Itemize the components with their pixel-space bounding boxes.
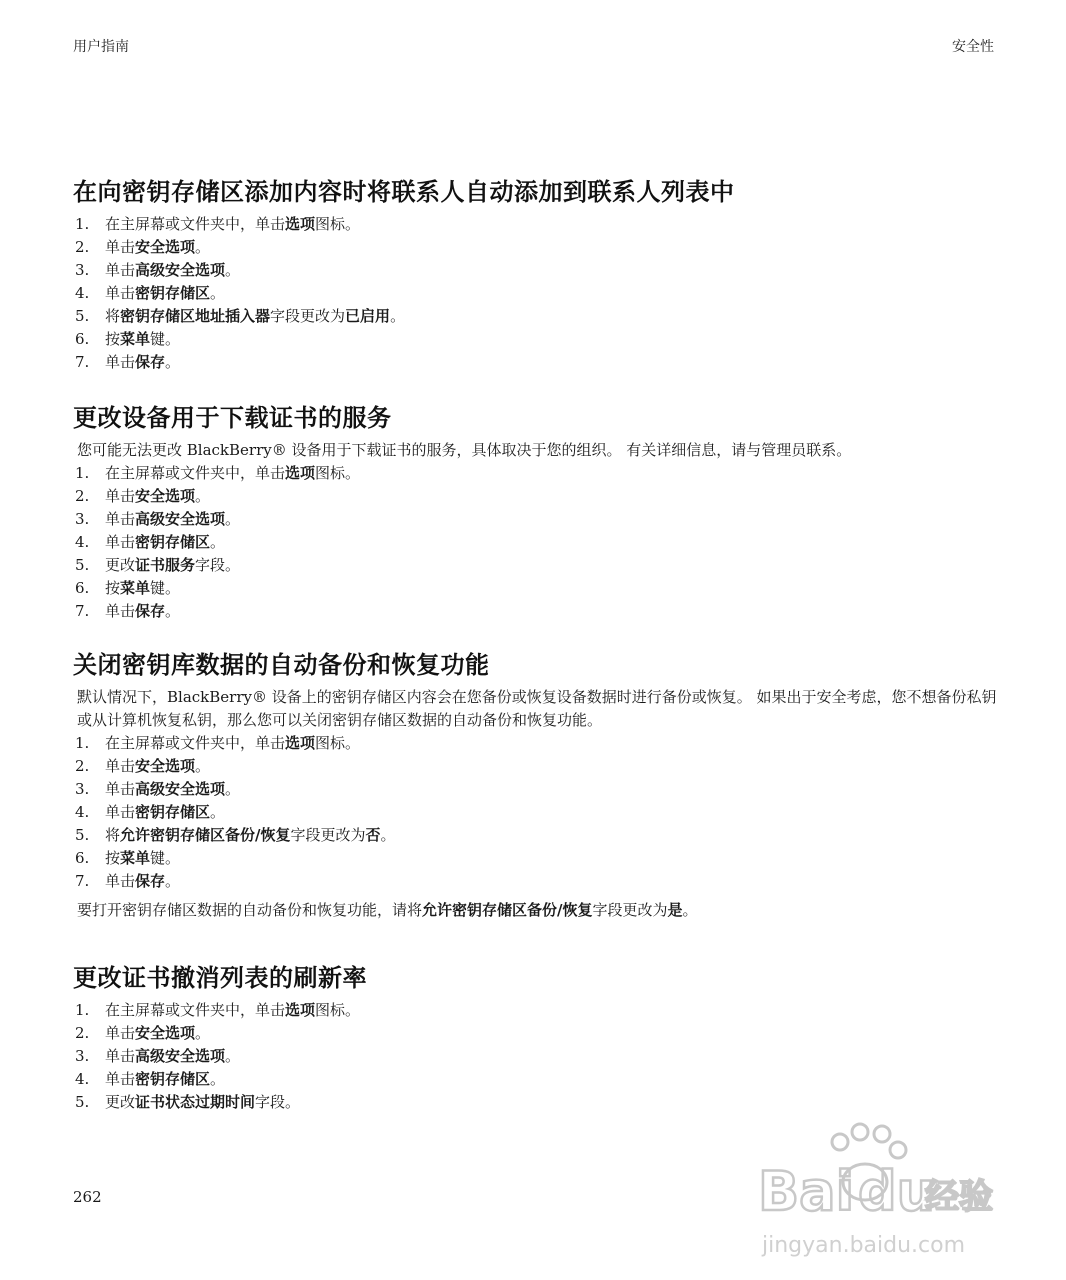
step-item	[73, 870, 1003, 893]
step-text: 。	[225, 261, 241, 279]
section-title: 在向密钥存储区添加内容时将联系人自动添加到联系人列表中	[73, 178, 735, 206]
step-text: 单击	[105, 487, 136, 505]
step-text: 单击	[105, 510, 136, 528]
step-text: 更改	[105, 556, 136, 574]
step-text: 。	[165, 353, 181, 371]
step-text: 单击	[105, 238, 136, 256]
step-number: 4.	[75, 803, 90, 821]
ui-term: 菜单	[120, 579, 151, 597]
step-number: 3.	[75, 261, 90, 279]
step-number: 3.	[75, 780, 90, 798]
step-text: 字段更改为	[592, 901, 668, 919]
ui-term: 密钥存储区	[135, 284, 211, 302]
section-title: 更改设备用于下载证书的服务	[73, 404, 392, 432]
step-text: 图标。	[315, 215, 361, 233]
step-number: 7.	[75, 602, 90, 620]
step-number: 2.	[75, 238, 90, 256]
step-text: 单击	[105, 1047, 136, 1065]
step-text: 。	[380, 826, 396, 844]
step-text: 。	[210, 284, 226, 302]
step-text: 单击	[105, 780, 136, 798]
step-text: 单击	[105, 872, 136, 890]
section-intro: 默认情况下，BlackBerry® 设备上的密钥存储区内容会在您备份或恢复设备数据时进行备份或恢复。 如果出于安全考虑，您不想备份私钥或从计算机恢复私钥，那么您可以关闭密钥存储区数据的自动备份和恢复功能。	[77, 688, 997, 729]
ui-term: 高级安全选项	[135, 780, 226, 798]
step-number: 6.	[75, 849, 90, 867]
step-text: 键。	[150, 579, 181, 597]
step-text: 。	[195, 757, 211, 775]
step-item	[73, 1045, 1003, 1068]
step-text: 。	[682, 901, 698, 919]
step-number: 3.	[75, 510, 90, 528]
step-text: 。	[195, 238, 211, 256]
step-text: 单击	[105, 803, 136, 821]
step-item	[73, 213, 1003, 236]
step-item	[73, 259, 1003, 282]
step-number: 5.	[75, 1093, 90, 1111]
step-number: 1.	[75, 464, 90, 482]
step-list	[73, 732, 1003, 893]
section-title: 更改证书撤消列表的刷新率	[73, 964, 367, 992]
ui-term: 高级安全选项	[135, 261, 226, 279]
step-text: 图标。	[315, 464, 361, 482]
step-item	[73, 577, 1003, 600]
step-text: 单击	[105, 1024, 136, 1042]
step-item	[73, 282, 1003, 305]
section-3	[73, 645, 1003, 922]
step-item	[73, 328, 1003, 351]
step-item	[73, 1068, 1003, 1091]
ui-term: 证书状态过期时间	[135, 1093, 256, 1111]
step-text: 将	[105, 826, 121, 844]
section-note	[77, 899, 1003, 922]
step-item	[73, 824, 1003, 847]
step-number: 5.	[75, 826, 90, 844]
svg-text:Bai: Bai	[758, 1160, 855, 1223]
step-text: 按	[105, 579, 121, 597]
ui-term: 安全选项	[135, 1024, 196, 1042]
step-number: 5.	[75, 556, 90, 574]
step-text: 。	[210, 803, 226, 821]
step-text: 单击	[105, 602, 136, 620]
step-text: 单击	[105, 284, 136, 302]
step-text: 按	[105, 849, 121, 867]
ui-term: 允许密钥存储区备份/恢复	[120, 826, 291, 844]
step-number: 2.	[75, 487, 90, 505]
step-text: 在主屏幕或文件夹中，单击	[105, 1001, 286, 1019]
step-text: 在主屏幕或文件夹中，单击	[105, 734, 286, 752]
step-text: 单击	[105, 261, 136, 279]
step-number: 4.	[75, 1070, 90, 1088]
svg-text:du: du	[858, 1160, 936, 1223]
step-text: 。	[225, 780, 241, 798]
step-text: 图标。	[315, 1001, 361, 1019]
step-text: 将	[105, 307, 121, 325]
step-text: 单击	[105, 1070, 136, 1088]
step-number: 5.	[75, 307, 90, 325]
step-item	[73, 305, 1003, 328]
ui-term: 保存	[135, 872, 166, 890]
ui-term: 高级安全选项	[135, 1047, 226, 1065]
step-item	[73, 778, 1003, 801]
step-list	[73, 999, 1003, 1114]
section-4	[73, 958, 1003, 1114]
step-item	[73, 999, 1003, 1022]
step-item	[73, 847, 1003, 870]
step-item	[73, 554, 1003, 577]
section-intro: 您可能无法更改 BlackBerry® 设备用于下载证书的服务，具体取决于您的组织。 有关详细信息，请与管理员联系。	[77, 441, 852, 459]
header-left: 用户指南	[73, 39, 129, 55]
ui-term: 安全选项	[135, 757, 196, 775]
step-text: 字段。	[255, 1093, 301, 1111]
ui-term: 安全选项	[135, 487, 196, 505]
step-text: 在主屏幕或文件夹中，单击	[105, 215, 286, 233]
section-1	[73, 172, 1003, 374]
step-text: 图标。	[315, 734, 361, 752]
ui-term: 选项	[285, 215, 316, 233]
baidu-jingyan-watermark	[740, 1120, 1000, 1270]
step-item	[73, 351, 1003, 374]
step-text: 。	[225, 1047, 241, 1065]
ui-term: 选项	[285, 1001, 316, 1019]
step-text: 单击	[105, 533, 136, 551]
step-number: 6.	[75, 579, 90, 597]
ui-term: 菜单	[120, 330, 151, 348]
step-list	[73, 462, 1003, 623]
step-text: 字段。	[195, 556, 241, 574]
step-number: 3.	[75, 1047, 90, 1065]
svg-text:经验: 经验	[925, 1177, 993, 1217]
ui-term: 证书服务	[135, 556, 196, 574]
ui-term: 保存	[135, 353, 166, 371]
step-item	[73, 462, 1003, 485]
ui-term: 否	[365, 826, 381, 844]
step-item	[73, 801, 1003, 824]
step-text: 单击	[105, 757, 136, 775]
step-item	[73, 1022, 1003, 1045]
step-item	[73, 508, 1003, 531]
step-number: 4.	[75, 533, 90, 551]
step-number: 2.	[75, 757, 90, 775]
step-text: 键。	[150, 849, 181, 867]
step-number: 7.	[75, 353, 90, 371]
step-item	[73, 755, 1003, 778]
step-text: 。	[165, 602, 181, 620]
step-text: 。	[210, 1070, 226, 1088]
step-text: 单击	[105, 353, 136, 371]
step-text: 更改	[105, 1093, 136, 1111]
ui-term: 高级安全选项	[135, 510, 226, 528]
section-2	[73, 398, 1003, 623]
ui-term: 菜单	[120, 849, 151, 867]
step-text: 在主屏幕或文件夹中，单击	[105, 464, 286, 482]
step-item	[73, 236, 1003, 259]
step-text: 。	[390, 307, 406, 325]
step-number: 1.	[75, 215, 90, 233]
step-number: 7.	[75, 872, 90, 890]
ui-term: 密钥存储区	[135, 803, 211, 821]
step-text: 键。	[150, 330, 181, 348]
step-text: 。	[195, 1024, 211, 1042]
ui-term: 已启用	[345, 307, 391, 325]
step-item	[73, 1091, 1003, 1114]
ui-term: 密钥存储区	[135, 1070, 211, 1088]
ui-term: 安全选项	[135, 238, 196, 256]
step-number: 1.	[75, 734, 90, 752]
step-number: 6.	[75, 330, 90, 348]
ui-term: 密钥存储区地址插入器	[120, 307, 271, 325]
ui-term: 选项	[285, 734, 316, 752]
ui-term: 保存	[135, 602, 166, 620]
step-list	[73, 213, 1003, 374]
watermark-url: jingyan.baidu.com	[762, 1233, 966, 1258]
step-item	[73, 732, 1003, 755]
step-number: 1.	[75, 1001, 90, 1019]
step-item	[73, 600, 1003, 623]
section-title: 关闭密钥库数据的自动备份和恢复功能	[73, 651, 490, 679]
ui-term: 密钥存储区	[135, 533, 211, 551]
step-text: 字段更改为	[290, 826, 366, 844]
step-item	[73, 531, 1003, 554]
step-text: 。	[225, 510, 241, 528]
step-number: 4.	[75, 284, 90, 302]
ui-term: 允许密钥存储区备份/恢复	[422, 901, 593, 919]
step-text: 要打开密钥存储区数据的自动备份和恢复功能，请将	[77, 901, 423, 919]
step-number: 2.	[75, 1024, 90, 1042]
step-text: 。	[195, 487, 211, 505]
header-right: 安全性	[952, 39, 994, 55]
step-text: 字段更改为	[270, 307, 346, 325]
ui-term: 选项	[285, 464, 316, 482]
step-text: 按	[105, 330, 121, 348]
page-number: 262	[73, 1188, 102, 1206]
step-item	[73, 485, 1003, 508]
ui-term: 是	[667, 901, 683, 919]
step-text: 。	[165, 872, 181, 890]
step-text: 。	[210, 533, 226, 551]
